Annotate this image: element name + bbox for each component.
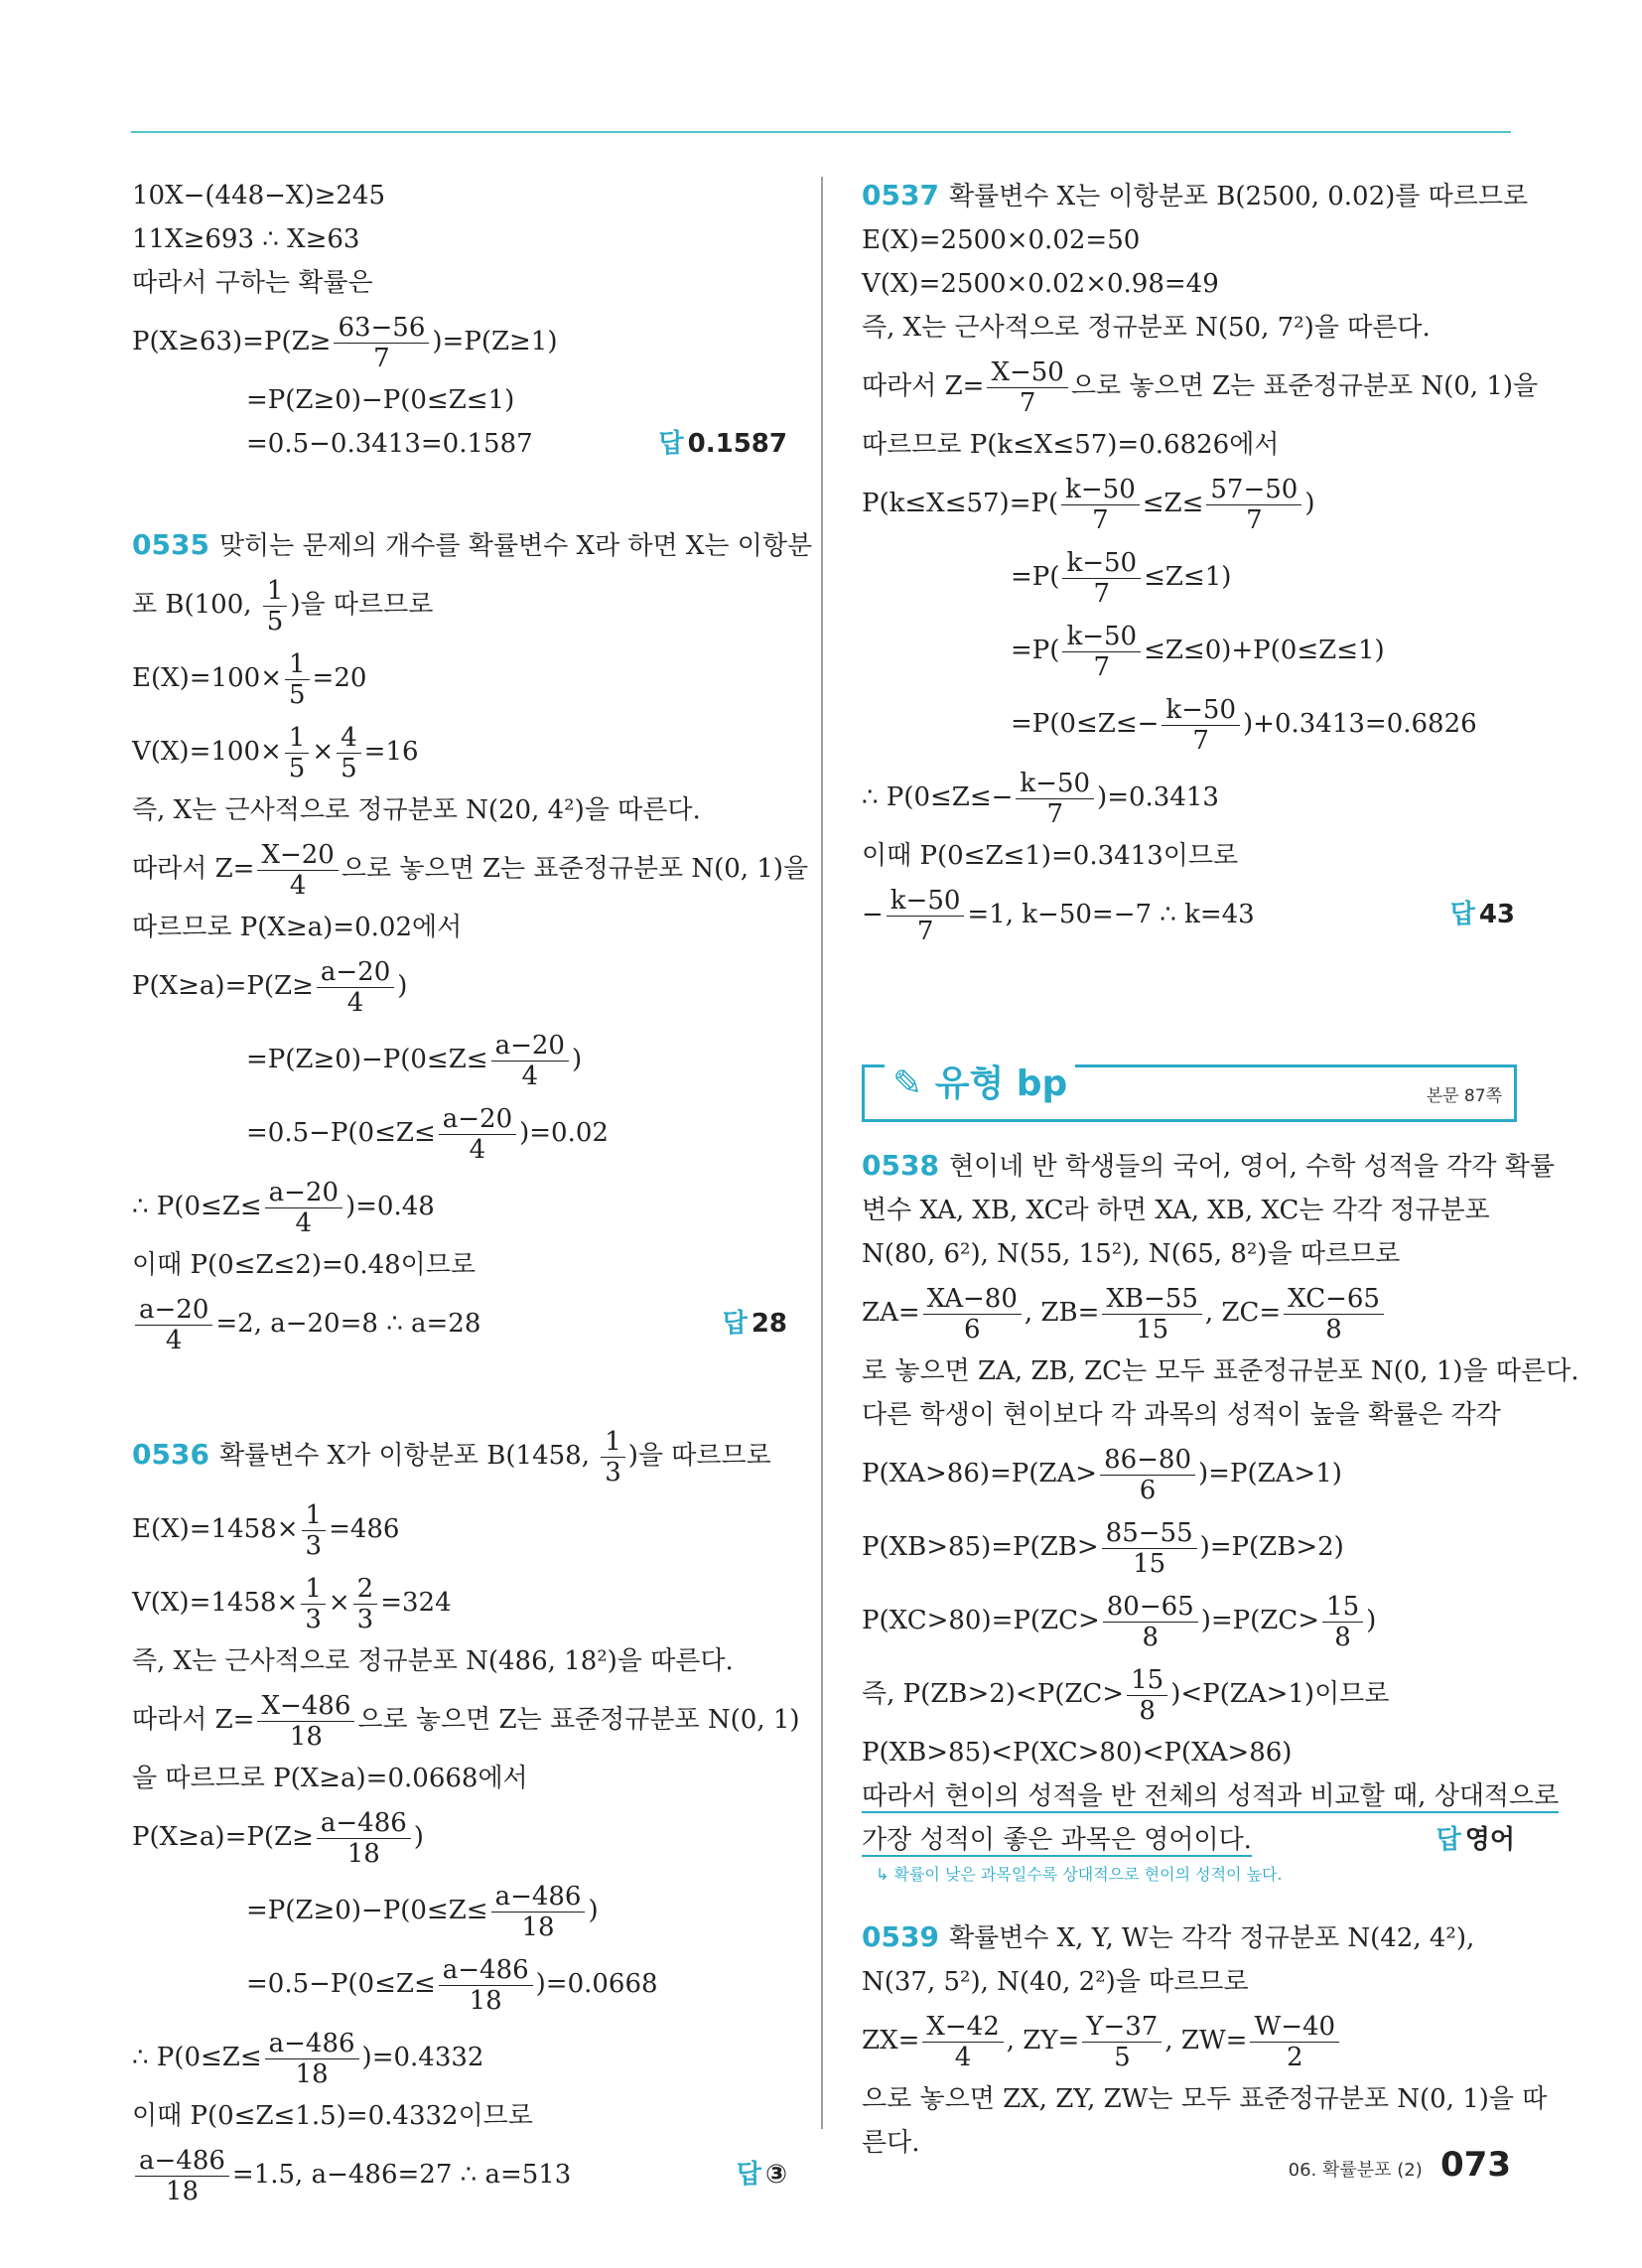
fraction: $\frac{1}{3}$: [601, 1427, 625, 1488]
fraction: $\frac{a-20}{4}$: [491, 1031, 569, 1091]
problem-number: 0536: [132, 1438, 209, 1471]
equation-line: =P(0≤Z≤− $\frac{k-50}{7}$ )+0.3413=0.6826: [1011, 694, 1477, 756]
equation-line: $\frac{a-20}{4}$ =2, a−20=8 ∴ a=28 답 28: [132, 1287, 787, 1360]
fraction: $\frac{4}{5}$: [337, 723, 361, 783]
equation-line: ∴ P(0≤Z≤ $\frac{a-20}{4}$ )=0.48: [132, 1177, 435, 1238]
fraction: $\frac{X-486}{18}$: [257, 1691, 354, 1752]
equation-line: P(XA>86)=P(ZA> $\frac{86-80}{6}$ )=P(ZA>1): [862, 1444, 1342, 1505]
fraction: $\frac{a-20}{4}$: [317, 957, 394, 1018]
fraction: $\frac{2}{3}$: [353, 1574, 378, 1634]
answer-badge: 답 43: [1449, 900, 1515, 929]
fraction: $\frac{k-50}{7}$: [1062, 548, 1141, 609]
fraction: $\frac{15}{8}$: [1127, 1665, 1167, 1726]
equation-line: ZA= $\frac{XA-80}{6}$ , ZB= $\frac{XB-55}{15}$ , ZC= $\frac{XC-65}{8}$: [862, 1276, 1515, 1349]
fraction: $\frac{a-486}{18}$: [135, 2146, 229, 2206]
fraction: $\frac{a-486}{18}$: [491, 1882, 586, 1942]
solution-line: V(X)=2500×0.02×0.98=49: [862, 269, 1219, 299]
equation-line: =P( $\frac{k-50}{7}$ ≤Z≤0)+P(0≤Z≤1): [1011, 621, 1385, 682]
problem-heading: 0537 확률변수 X는 이항분포 B(2500, 0.02)를 따르므로: [862, 179, 1529, 212]
problem-number: 0539: [862, 1920, 939, 1953]
fraction: $\frac{15}{8}$: [1322, 1592, 1363, 1652]
left-column: [132, 174, 813, 2211]
problem-number: 0537: [862, 179, 939, 212]
solution-line: 이때 P(0≤Z≤1.5)=0.4332이므로: [132, 2101, 533, 2131]
solution-line: 따르므로 P(X≥a)=0.02에서: [132, 913, 463, 942]
solution-line: 다른 학생이 현이보다 각 과목의 성적이 높을 확률은 각각: [862, 1400, 1501, 1430]
solution-line: 로 놓으면 ZA, ZB, ZC는 모두 표준정규분포 N(0, 1)을 따른다.: [862, 1356, 1579, 1386]
fraction: $\frac{W-40}{2}$: [1250, 2012, 1339, 2072]
fraction: $\frac{a-486}{18}$: [265, 2029, 359, 2089]
fraction: $\frac{1}{3}$: [302, 1500, 327, 1561]
solution-line: 을 따르므로 P(X≥a)=0.0668에서: [132, 1764, 528, 1793]
fraction: $\frac{57-50}{7}$: [1206, 475, 1301, 535]
equation-line: ∴ P(0≤Z≤− $\frac{k-50}{7}$ )=0.3413: [862, 768, 1219, 829]
equation-line: P(XB>85)=P(ZB> $\frac{85-55}{15}$ )=P(ZB>2): [862, 1517, 1344, 1579]
solution-line: 변수 XA, XB, XC라 하면 XA, XB, XC는 각각 정규분포: [862, 1196, 1490, 1225]
solution-line: 즉, X는 근사적으로 정규분포 N(50, 7²)을 따른다.: [862, 313, 1431, 343]
answer-badge: 답 28: [722, 1309, 787, 1339]
equation-line: =0.5−P(0≤Z≤ $\frac{a-20}{4}$ )=0.02: [246, 1103, 609, 1165]
solution-line: N(37, 5²), N(40, 2²)을 따르므로: [862, 1967, 1249, 1997]
answer-badge: 답 ③: [736, 2160, 787, 2190]
arrow-icon: ↳: [876, 1865, 894, 1884]
equation-line: V(X)=1458× $\frac{1}{3}$ × $\frac{2}{3}$ =324: [132, 1573, 452, 1634]
fraction: $\frac{XA-80}{6}$: [923, 1284, 1022, 1345]
fraction: $\frac{1}{5}$: [263, 576, 288, 637]
fraction: $\frac{a-20}{4}$: [265, 1178, 342, 1238]
page-footer: [1289, 2145, 1511, 2185]
chapter-title: 06. 확률분포 (2): [1288, 2160, 1423, 2181]
header-rule: [131, 131, 1511, 133]
fraction: $\frac{86-80}{6}$: [1100, 1445, 1195, 1505]
equation-line: =0.5−P(0≤Z≤ $\frac{a-486}{18}$ )=0.0668: [246, 1954, 658, 2016]
solution-line: 10X−(448−X)≥245: [132, 181, 385, 211]
equation-line: =0.5−0.3413=0.1587 답 0.1587: [132, 422, 787, 466]
fraction: $\frac{a-486}{18}$: [439, 1955, 533, 2016]
equation-line: V(X)=100× $\frac{1}{5}$ × $\frac{4}{5}$ =16: [132, 722, 419, 783]
page-number: 073: [1440, 2145, 1511, 2185]
equation-line: 즉, P(ZB>2)<P(ZC> $\frac{15}{8}$ )<P(ZA>1)이므로: [862, 1664, 1390, 1726]
solution-line: E(X)=2500×0.02=50: [862, 225, 1141, 255]
solution-line: 이때 P(0≤Z≤1)=0.3413이므로: [862, 841, 1239, 871]
fraction: $\frac{X-42}{4}$: [922, 2012, 1003, 2072]
fraction: $\frac{XC-65}{8}$: [1284, 1284, 1384, 1345]
fraction: $\frac{1}{3}$: [301, 1574, 326, 1634]
equation-line: =P(Z≥0)−P(0≤Z≤1): [246, 385, 515, 415]
solution-line: 가장 성적이 좋은 과목은 영어이다. 답 영어: [862, 1818, 1515, 1862]
problem-number: 0535: [132, 528, 209, 561]
page-reference: 본문 87쪽: [1426, 1086, 1502, 1106]
solution-line: P(XB>85)<P(XC>80)<P(XA>86): [862, 1738, 1293, 1768]
fraction: $\frac{XB-55}{15}$: [1102, 1284, 1202, 1345]
annotation-note: ↳ 확률이 낮은 과목일수록 상대적으로 현이의 성적이 높다.: [876, 1865, 1283, 1884]
solution-line: 른다.: [862, 2128, 920, 2158]
fraction: $\frac{80-65}{8}$: [1103, 1592, 1198, 1652]
type-section-label: ✎ 유형 bp: [885, 1056, 1075, 1106]
equation-line: =P( $\frac{k-50}{7}$ ≤Z≤1): [1011, 547, 1232, 609]
solution-line: 따라서 구하는 확률은: [132, 268, 373, 298]
equation-line: P(X≥a)=P(Z≥ $\frac{a-486}{18}$ ): [132, 1807, 424, 1869]
equation-line: P(X≥63)=P(Z≥ $\frac{63-56}{7}$ )=P(Z≥1): [132, 312, 558, 373]
solution-line: 으로 놓으면 ZX, ZY, ZW는 모두 표준정규분포 N(0, 1)을 따: [862, 2084, 1548, 2114]
fraction: $\frac{k-50}{7}$: [1062, 622, 1141, 682]
solution-line: 따라서 Z= $\frac{X-50}{7}$ 으로 놓으면 Z는 표준정규분포 N(0, 1)을: [862, 356, 1539, 418]
fraction: $\frac{a-486}{18}$: [317, 1808, 411, 1869]
fraction: $\frac{1}{5}$: [285, 649, 310, 710]
equation-line: ∴ P(0≤Z≤ $\frac{a-486}{18}$ )=0.4332: [132, 2028, 484, 2089]
fraction: $\frac{k-50}{7}$: [1016, 769, 1094, 829]
equation-line: P(X≥a)=P(Z≥ $\frac{a-20}{4}$ ): [132, 956, 408, 1018]
fraction: $\frac{X-50}{7}$: [987, 357, 1067, 418]
fraction: $\frac{85-55}{15}$: [1102, 1518, 1197, 1579]
equation-line: P(XC>80)=P(ZC> $\frac{80-65}{8}$ )=P(ZC> $\frac{15}{8}$ ): [862, 1591, 1377, 1652]
fraction: $\frac{a-20}{4}$: [135, 1295, 212, 1355]
equation-line: E(X)=1458× $\frac{1}{3}$ =486: [132, 1499, 400, 1561]
fraction: $\frac{1}{5}$: [285, 723, 310, 783]
fraction: $\frac{X-20}{4}$: [257, 840, 338, 901]
solution-line: 즉, X는 근사적으로 정규분포 N(486, 18²)을 따른다.: [132, 1646, 734, 1676]
solution-line: 포 B(100, $\frac{1}{5}$ )을 따르므로: [132, 575, 434, 637]
fraction: $\frac{63-56}{7}$: [334, 313, 429, 373]
pencil-note-icon: ✎: [892, 1063, 935, 1104]
answer-badge: 답 영어: [1436, 1825, 1515, 1855]
equation-line: E(X)=100× $\frac{1}{5}$ =20: [132, 648, 367, 710]
problem-heading: 0538 현이네 반 학생들의 국어, 영어, 수학 성적을 각각 확률: [862, 1149, 1556, 1182]
right-column-lower: [862, 1144, 1579, 2165]
solution-line: 따라서 Z= $\frac{X-486}{18}$ 으로 놓으면 Z는 표준정규분포 N(0, 1): [132, 1690, 800, 1752]
fraction: $\frac{Y-37}{5}$: [1082, 2012, 1162, 2072]
problem-heading: 0536 확률변수 X가 이항분포 B(1458, $\frac{1}{3}$ )을 따르므로: [132, 1426, 771, 1488]
equation-line: ZX= $\frac{X-42}{4}$ , ZY= $\frac{Y-37}{5}$ , ZW= $\frac{W-40}{2}$: [862, 2004, 1515, 2077]
problem-heading: 0535 맞히는 문제의 개수를 확률변수 X라 하면 X는 이항분: [132, 528, 813, 561]
equation-line: $\frac{a-486}{18}$ =1.5, a−486=27 ∴ a=513 답 ③: [132, 2138, 787, 2211]
solution-line: N(80, 6²), N(55, 15²), N(65, 8²)을 따르므로: [862, 1239, 1401, 1269]
solution-line: 11X≥693 ∴ X≥63: [132, 224, 360, 254]
solution-line: 즉, X는 근사적으로 정규분포 N(20, 4²)을 따른다.: [132, 795, 701, 825]
fraction: $\frac{k-50}{7}$: [1162, 695, 1240, 756]
equation-line: =P(Z≥0)−P(0≤Z≤ $\frac{a-486}{18}$ ): [246, 1881, 599, 1942]
solution-line: 따라서 Z= $\frac{X-20}{4}$ 으로 놓으면 Z는 표준정규분포 N(0, 1)을: [132, 839, 809, 901]
equation-line: − $\frac{k-50}{7}$ =1, k−50=−7 ∴ k=43 답 43: [862, 878, 1515, 951]
type-section-box: [862, 1064, 1517, 1122]
problem-heading: 0539 확률변수 X, Y, W는 각각 정규분포 N(42, 4²),: [862, 1920, 1475, 1953]
right-column: [862, 174, 1539, 951]
fraction: $\frac{k-50}{7}$: [887, 886, 965, 946]
equation-line: P(k≤X≤57)=P( $\frac{k-50}{7}$ ≤Z≤ $\frac{57-50}{7}$ ): [862, 474, 1315, 535]
fraction: $\frac{a-20}{4}$: [439, 1104, 516, 1165]
solution-line: 따라서 현이의 성적을 반 전체의 성적과 비교할 때, 상대적으로: [862, 1781, 1560, 1811]
solution-line: 따르므로 P(k≤X≤57)=0.6826에서: [862, 430, 1280, 460]
fraction: $\frac{k-50}{7}$: [1061, 475, 1140, 535]
equation-line: =P(Z≥0)−P(0≤Z≤ $\frac{a-20}{4}$ ): [246, 1030, 583, 1091]
answer-badge: 답 0.1587: [658, 429, 787, 459]
problem-number: 0538: [862, 1149, 939, 1182]
solution-line: 이때 P(0≤Z≤2)=0.48이므로: [132, 1250, 477, 1280]
column-divider: [821, 177, 823, 2129]
